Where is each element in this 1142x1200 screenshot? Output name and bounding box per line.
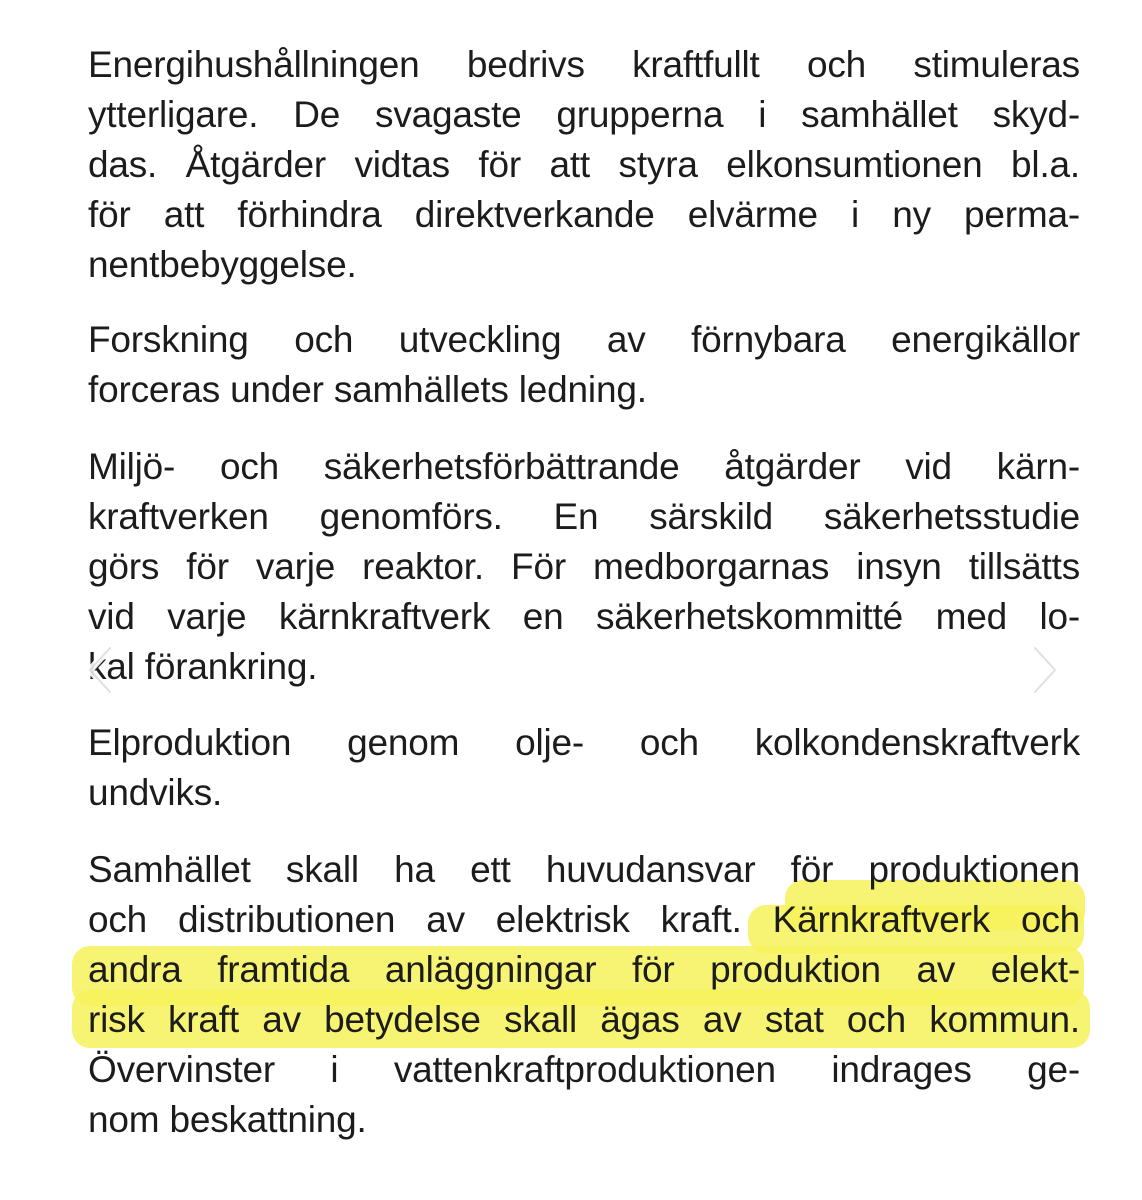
previous-page-button[interactable] bbox=[80, 640, 120, 700]
paragraph-4-line: undviks. bbox=[88, 772, 223, 813]
paragraph-1-line: das. Åtgärder vidtas för att styra elkonsumtionen bl.a. bbox=[88, 144, 1080, 185]
paragraph-1-line: ytterligare. De svagaste grupperna i samhället skyd- bbox=[88, 94, 1080, 135]
paragraph-1-line: nentbebyggelse. bbox=[88, 244, 357, 285]
paragraph-3-line: görs för varje reaktor. För medborgarnas insyn tillsätts bbox=[88, 546, 1080, 587]
next-page-button[interactable] bbox=[1025, 640, 1065, 700]
paragraph-3-line: vid varje kärnkraftverk en säkerhetskommitté med lo- bbox=[88, 596, 1080, 637]
paragraph-5-line: nom beskattning. bbox=[88, 1099, 367, 1140]
paragraph-5-line: Övervinster i vattenkraftproduktionen indrages ge- bbox=[88, 1049, 1080, 1090]
chevron-left-icon bbox=[80, 640, 120, 700]
paragraph-3-line: kraftverken genomförs. En särskild säkerhetsstudie bbox=[88, 496, 1080, 537]
paragraph-2-line: forceras under samhällets ledning. bbox=[88, 369, 647, 410]
paragraph-4-line: Elproduktion genom olje- och kolkondenskraftverk bbox=[88, 722, 1080, 763]
paragraph-2-line: Forskning och utveckling av förnybara energikällor bbox=[88, 319, 1080, 360]
paragraph-5-line: risk kraft av betydelse skall ägas av stat och kommun. bbox=[88, 999, 1080, 1040]
paragraph-1-line: för att förhindra direktverkande elvärme i ny perma- bbox=[88, 194, 1080, 235]
paragraph-3-line: Miljö- och säkerhetsförbättrande åtgärder vid kärn- bbox=[88, 446, 1080, 487]
paragraph-1-line: Energihushållningen bedrivs kraftfullt och stimuleras bbox=[88, 44, 1080, 85]
chevron-right-icon bbox=[1025, 640, 1065, 700]
paragraph-5-line: Samhället skall ha ett huvudansvar för produktionen bbox=[88, 849, 1080, 890]
paragraph-3-line: kal förankring. bbox=[88, 646, 318, 687]
paragraph-5-line: och distributionen av elektrisk kraft. Kärnkraftverk och bbox=[88, 899, 1080, 940]
paragraph-5-line: andra framtida anläggningar för produktion av elekt- bbox=[88, 949, 1080, 990]
